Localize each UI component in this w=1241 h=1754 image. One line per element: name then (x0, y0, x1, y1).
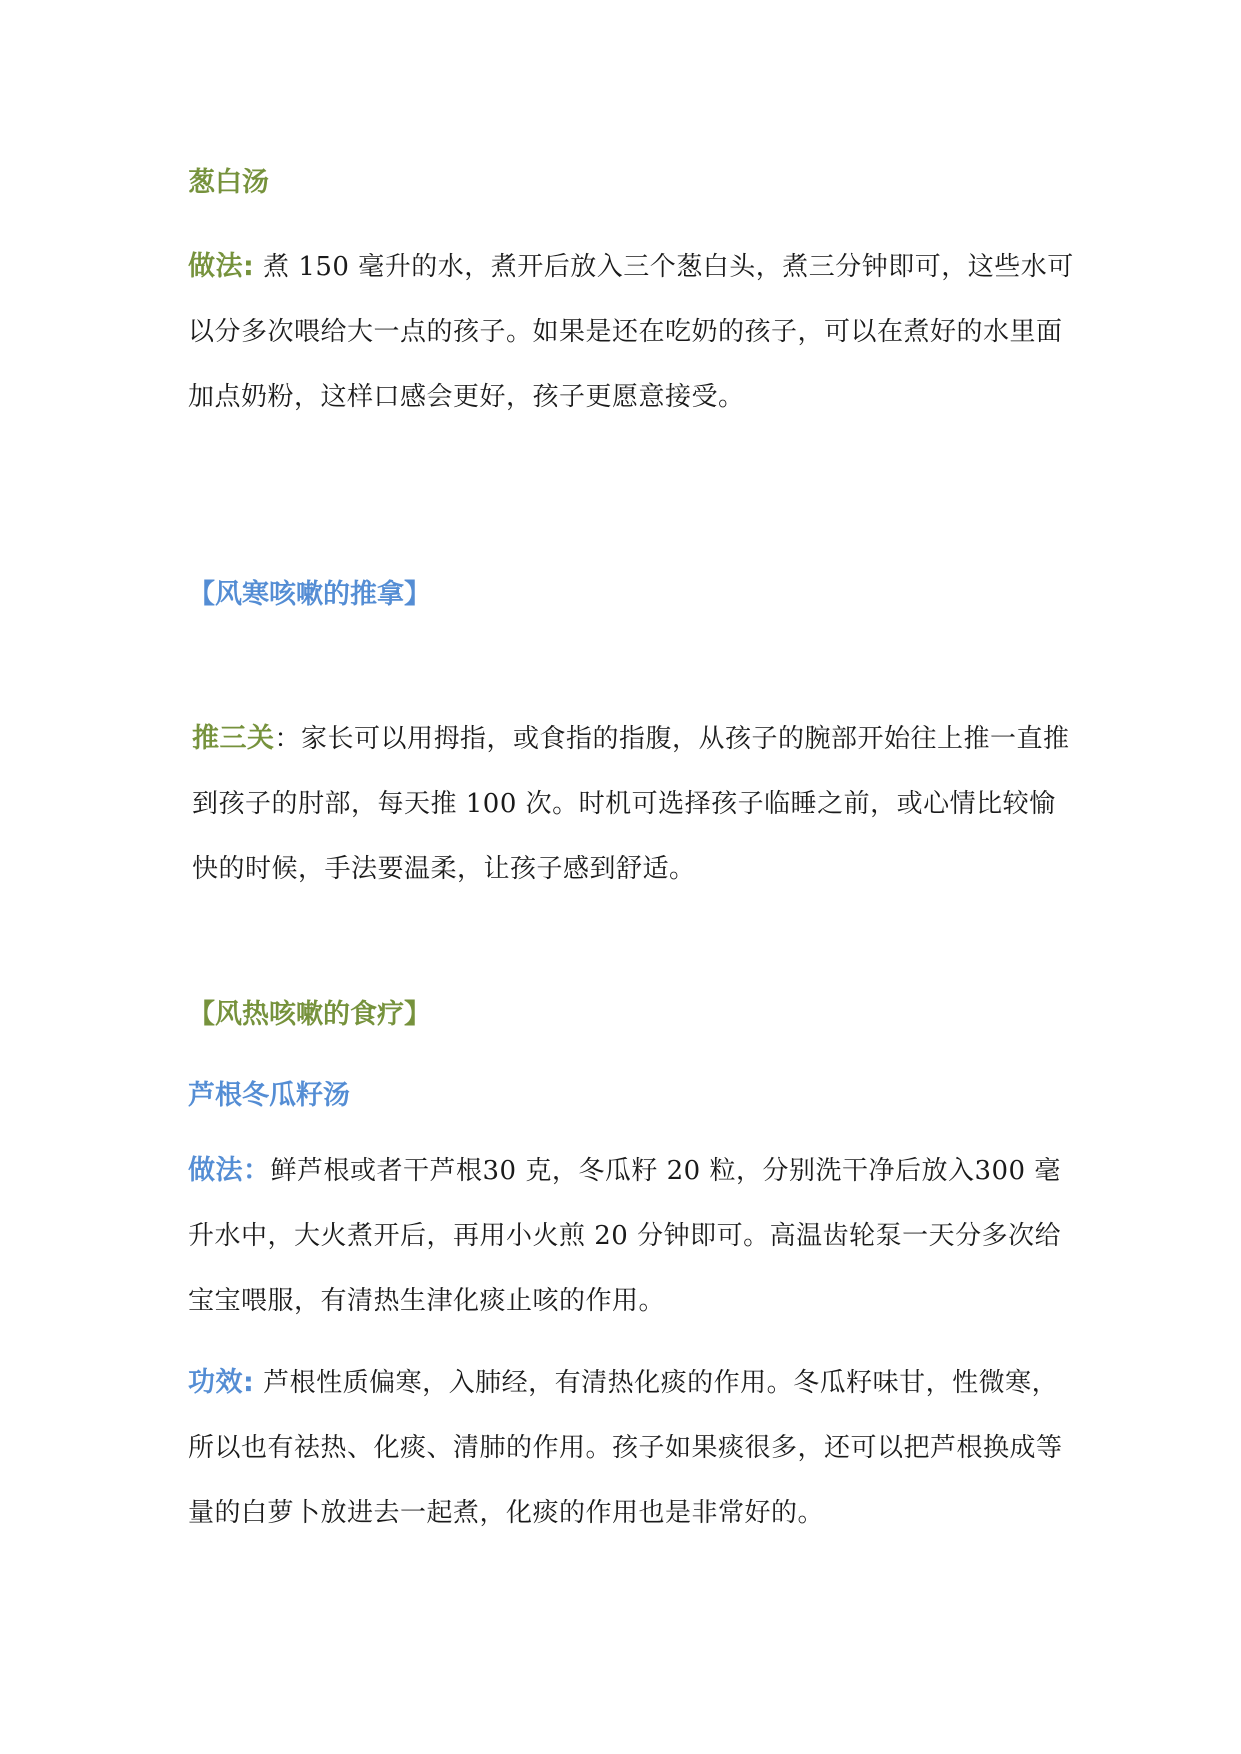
method-text: 煮 150 毫升的水，煮开后放入三个葱白头，煮三分钟即可，这些水可以分多次喂给大一点的孩子。如果是还在吃奶的孩子，可以在煮好的水里面加点奶粉，这样口感会更好，孩子更愿意接受。 (188, 252, 1074, 412)
recipe-title-reed-wintermelon-soup: 芦根冬瓜籽汤 (188, 1080, 350, 1111)
effect-text: 芦根性质偏寒，入肺经，有清热化痰的作用。冬瓜籽味甘，性微寒，所以也有祛热、化痰、清肺的作用。孩子如果痰很多，还可以把芦根换成等量的白萝卜放进去一起煮，化痰的作用也是非常好的。 (188, 1368, 1063, 1528)
recipe-effect-paragraph (188, 1350, 1078, 1546)
massage-text: ：家长可以用拇指，或食指的指腹，从孩子的腕部开始往上推一直推到孩子的肘部，每天推 100 次。时机可选择孩子临睡之前，或心情比较愉快的时候，手法要温柔，让孩子感到舒适。 (192, 724, 1070, 884)
section-title-scallion-soup: 葱白汤 (188, 167, 269, 198)
method-label: 做法: (188, 251, 255, 282)
effect-label: 功效: (188, 1367, 255, 1398)
recipe-method-label: 做法： (188, 1155, 271, 1186)
scallion-soup-method-paragraph (188, 234, 1078, 430)
recipe-method-text: 鲜芦根或者干芦根30 克，冬瓜籽 20 粒，分别洗干净后放入300 毫升水中，大火煮开后，再用小火煎 20 分钟即可。高温齿轮泵一天分多次给宝宝喂服，有清热生津化痰止咳的作用。 (188, 1156, 1062, 1316)
section-title-wind-heat-diet: 【风热咳嗽的食疗】 (188, 999, 431, 1030)
tui-sanguan-paragraph (192, 706, 1082, 902)
recipe-method-paragraph (188, 1138, 1078, 1334)
section-title-wind-cold-massage: 【风寒咳嗽的推拿】 (188, 579, 431, 610)
massage-label: 推三关 (192, 723, 275, 754)
